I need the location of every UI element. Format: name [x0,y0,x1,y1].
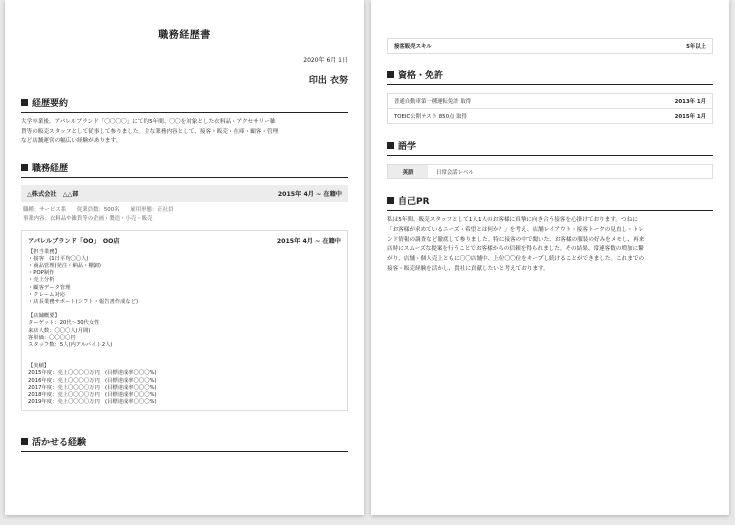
skill-label: 接客販売スキル [394,44,432,50]
duty-item: ・商品管理(発注・納品・棚卸) [28,262,101,269]
section-heading-history [21,161,348,178]
license-table [387,93,713,124]
company-name: △株式会社 △△部 [27,190,79,198]
company-period: 2015年 4月 ~ 在籍中 [277,190,342,198]
heading-square-icon [387,71,394,78]
heading-square-icon [21,99,28,106]
duty-item: ・顧客データ管理 [28,284,71,291]
store-heading: 【店舗概要】 [28,313,60,320]
result-item: 2019年度：売上〇〇〇〇万円 (目標達成率〇〇〇%) [28,399,157,406]
skill-value: 5年以上 [686,44,706,50]
license-date: 2013年 1月 [674,99,706,105]
duties-heading: 【担当業務】 [28,248,60,255]
summary-line: 貨等の販売スタッフとして従事して参りました。主な業務内容として、接客・販売・在庫・顧客・管理 [21,128,279,135]
license-label: TOEIC公開テスト 850点 取得 [394,114,467,120]
summary-line: など店舗運営の幅広い経験があります。 [21,138,122,144]
heading-square-icon [387,142,394,149]
section-heading-label: 資格・免許 [398,71,444,81]
license-row [388,108,712,123]
document-title: 職務経歴書 [158,30,211,41]
pr-text [387,216,713,275]
section-heading-label: 経歴要約 [32,99,69,109]
language-key: 英語 [388,165,428,178]
duty-item: ・POP制作 [28,270,55,277]
duty-item: ・売上分析 [28,277,55,284]
section-heading-label: 自己PR [398,197,430,207]
skill-table [387,38,713,54]
pr-line: 「お客様が求めているニーズ・希望とは何か？」を考え、店舗レイアウト・接客トークの見直し・トレ [387,226,644,233]
result-item: 2018年度：売上〇〇〇〇万円 (目標達成率〇〇〇%) [28,391,157,398]
job-detail-box [21,230,348,412]
language-value: 日常会話レベル [436,169,474,176]
result-item: 2016年度：売上〇〇〇〇万円 (目標達成率〇〇〇%) [28,377,157,384]
heading-square-icon [387,197,394,204]
company-header [21,185,348,202]
store-item: 来店人数：〇〇〇人(月間) [28,327,91,334]
applicant-name: 印出 衣努 [308,76,348,86]
result-item: 2015年度：売上〇〇〇〇万円 (目標達成率〇〇〇%) [28,370,157,377]
skill-row [388,39,712,53]
company-info-line: 事業内容：衣料品や雑貨等の企画・製造・小売・販売 [23,215,153,222]
resume-page-1 [5,0,364,515]
job-body [28,249,341,407]
result-item: 2017年度：売上〇〇〇〇万円 (目標達成率〇〇〇%) [28,384,157,391]
heading-square-icon [21,438,28,445]
section-heading-summary [21,96,348,113]
section-heading-language [387,139,713,156]
section-heading-licenses [387,68,713,85]
heading-square-icon [21,164,28,171]
summary-line: 大学卒業後、アパレルブランド「〇〇〇〇」にて約5年間、〇〇を対象とした衣料品・アクセサリー雑 [21,119,276,125]
job-title: アパレルブランド「OO」 OO店 [28,237,120,245]
resume-page-2 [371,0,729,515]
job-header [28,236,341,245]
summary-text [21,118,348,147]
license-label: 普通自動車第一種運転免許 取得 [394,99,472,105]
job-period: 2015年 4月 ~ 在籍中 [276,237,341,245]
pr-line: がり、店舗・個人売上ともに〇〇店舗中、上位〇〇位をキープし続けることができました。これまでの [387,256,645,263]
store-item: スタッフ数：5人(内アルバイト2人) [28,341,113,348]
section-heading-label: 活かせる経験 [32,438,87,449]
section-heading-pr [387,194,713,211]
company-info [21,206,348,224]
license-date: 2015年 1月 [674,114,706,120]
license-row [388,94,712,108]
pr-line: ンド情報の調査など徹底して参りました。特に接客の中で聞いた、お客様の服装の好みをメモし、再来 [387,236,645,243]
pr-line: 私は5年間、販売スタッフとして1人1人のお客様に真摯に向き合う接客を心掛けております。つねに [387,217,638,223]
pr-line: 接客・販売経験を活かし、貴社に貢献したいと考えております。 [387,265,549,272]
store-item: 客単価：〇〇〇〇円 [28,334,76,341]
language-row [387,164,713,179]
section-heading-label: 語学 [398,142,417,152]
results-heading: 【実績】 [28,363,50,370]
section-heading-label: 職務経歴 [32,163,69,174]
store-item: ターゲット：20代〜30代女性 [28,320,100,327]
company-info-line: 職種：サービス系 従業員数：500名 雇用形態：正社員 [23,206,174,213]
duty-item: ・接客 (1日平均〇〇人) [28,255,89,262]
document-date: 2020年 6月 1日 [303,57,348,64]
section-heading-skills [21,435,348,452]
pr-line: 店時にスムーズな提案を行うことでお客様からの信頼を得られました。その結果、常連客数の増加に繋 [387,246,644,253]
duty-item: ・クレーム対応 [28,291,66,298]
duty-item: ・店長業務サポート(シフト・報告書作成など) [28,298,139,305]
